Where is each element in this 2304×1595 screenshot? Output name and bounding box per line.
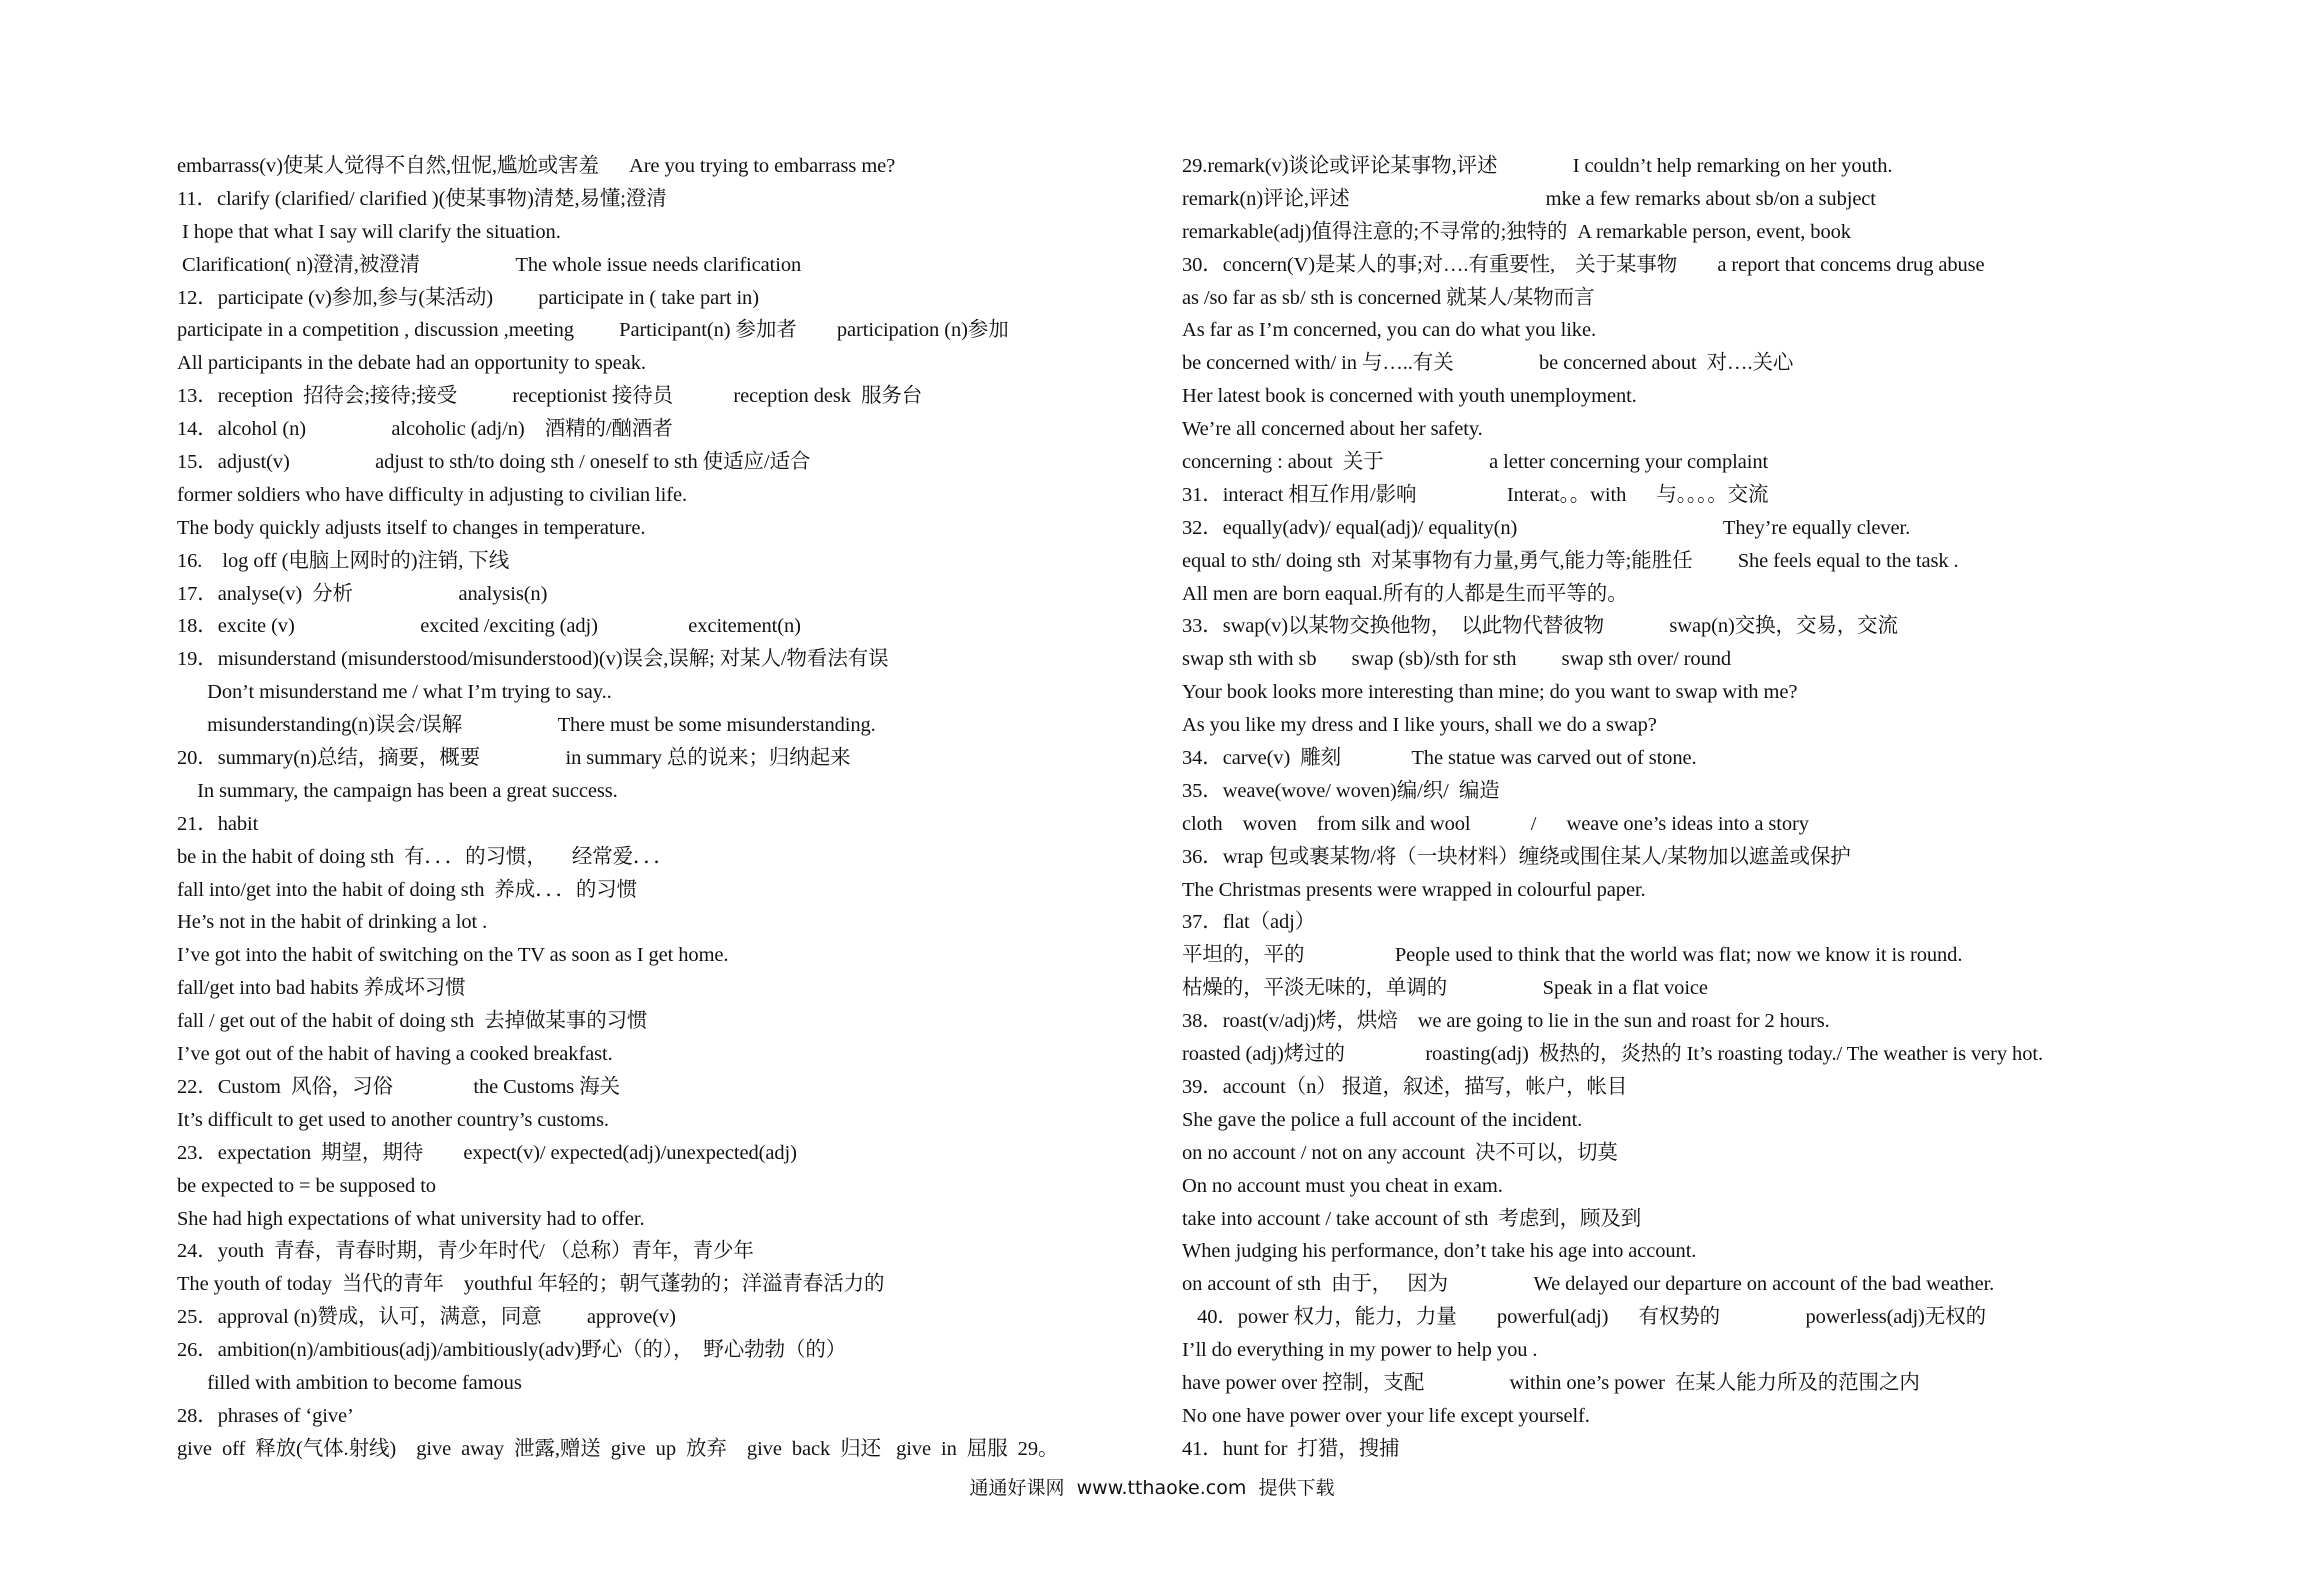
left-column-line: participate in a competition , discussion ,meeting Participant(n) 参加者 participation (n)参加 xyxy=(177,319,1009,342)
left-column-line: give off 释放(气体.射线) give away 泄露,赠送 give up 放弃 give back 归还 give in 屈服 29。 xyxy=(177,1437,1059,1460)
left-column-line: 12．participate (v)参加,参与(某活动) participate in ( take part in) xyxy=(177,286,759,309)
left-column-line: fall/get into bad habits 养成坏习惯 xyxy=(177,977,466,1000)
right-column-line: remarkable(adj)值得注意的;不寻常的;独特的 A remarkable person, event, book xyxy=(1182,220,1851,243)
left-column-line: I’ve got out of the habit of having a cooked breakfast. xyxy=(177,1043,613,1066)
right-column-line: 39．account（n） 报道，叙述，描写，帐户，帐目 xyxy=(1182,1075,1628,1098)
left-column-line: 22．Custom 风俗，习俗 the Customs 海关 xyxy=(177,1075,621,1098)
left-column-line: 13．reception 招待会;接待;接受 receptionist 接待员 reception desk 服务台 xyxy=(177,385,923,408)
left-column-line: 19．misunderstand (misunderstood/misunderstood)(v)误会,误解; 对某人/物看法有误 xyxy=(177,648,889,671)
left-column-line: In summary, the campaign has been a great success. xyxy=(177,779,618,802)
left-column-line: I hope that what I say will clarify the situation. xyxy=(177,220,561,243)
left-column-line: embarrass(v)使某人觉得不自然,忸怩,尴尬或害羞 Are you trying to embarrass me? xyxy=(177,155,896,177)
left-column-line: 23．expectation 期望，期待 expect(v)/ expected(adj)/unexpected(adj) xyxy=(177,1141,797,1164)
left-column-line: 20．summary(n)总结，摘要，概要 in summary 总的说来；归纳起来 xyxy=(177,747,851,770)
right-column-line: be concerned with/ in 与…..有关 be concerned about 对….关心 xyxy=(1182,352,1794,375)
left-column-line: 28．phrases of ‘give’ xyxy=(177,1404,354,1427)
right-column-line: 34．carve(v) 雕刻 The statue was carved out of stone. xyxy=(1182,747,1697,770)
right-column-line: 平坦的，平的 People used to think that the world was flat; now we know it is round. xyxy=(1182,944,1963,967)
right-column-line: 35．weave(wove/ woven)编/织/ 编造 xyxy=(1182,779,1500,802)
right-column-line: as /so far as sb/ sth is concerned 就某人/某物而言 xyxy=(1182,286,1595,309)
left-column-line: filled with ambition to become famous xyxy=(177,1371,522,1394)
left-column-line: fall into/get into the habit of doing sth 养成．．．的习惯 xyxy=(177,878,638,901)
right-column-line: As far as I’m concerned, you can do what you like. xyxy=(1182,319,1596,342)
right-column-line: have power over 控制，支配 within one’s power 在某人能力所及的范围之内 xyxy=(1182,1371,1920,1394)
right-column-line: 41．hunt for 打猎，搜捕 xyxy=(1182,1437,1400,1460)
right-column-line: Her latest book is concerned with youth unemployment. xyxy=(1182,385,1637,408)
right-column-line: 枯燥的，平淡无味的，单调的 Speak in a flat voice xyxy=(1182,977,1708,1000)
left-column-line: He’s not in the habit of drinking a lot . xyxy=(177,911,488,934)
left-column-line: I’ve got into the habit of switching on the TV as soon as I get home. xyxy=(177,944,729,967)
left-column-line: 15．adjust(v) adjust to sth/to doing sth / oneself to sth 使适应/适合 xyxy=(177,451,811,474)
right-column-line: on no account / not on any account 决不可以，切莫 xyxy=(1182,1141,1618,1164)
left-column-line: 17．analyse(v) 分析 analysis(n) xyxy=(177,582,548,605)
right-column-line: We’re all concerned about her safety. xyxy=(1182,418,1483,441)
right-column-line: 38．roast(v/adj)烤，烘焙 we are going to lie in the sun and roast for 2 hours. xyxy=(1182,1010,1830,1033)
right-column-line: concerning : about 关于 a letter concerning your complaint xyxy=(1182,451,1769,474)
left-column-line: She had high expectations of what university had to offer. xyxy=(177,1207,645,1230)
left-column-line: 25．approval (n)赞成，认可，满意，同意 approve(v) xyxy=(177,1306,676,1329)
left-column-line: 11．clarify (clarified/ clarified )(使某事物)清楚,易懂;澄清 xyxy=(177,187,667,210)
right-column-line: 29.remark(v)谈论或评论某事物,评述 I couldn’t help remarking on her youth. xyxy=(1182,155,1893,177)
right-column-line: remark(n)评论,评述 mke a few remarks about sb/on a subject xyxy=(1182,187,1876,210)
right-column-line: The Christmas presents were wrapped in colourful paper. xyxy=(1182,878,1646,901)
right-column-line: cloth woven from silk and wool / weave one’s ideas into a story xyxy=(1182,812,1809,835)
right-column-line: On no account must you cheat in exam. xyxy=(1182,1174,1503,1197)
left-column-line: former soldiers who have difficulty in adjusting to civilian life. xyxy=(177,483,687,506)
left-column-line: The youth of today 当代的青年 youthful 年轻的；朝气蓬勃的；洋溢青春活力的 xyxy=(177,1273,885,1296)
right-column-line: 30．concern(V)是某人的事;对….有重要性, 关于某事物 a report that concems drug abuse xyxy=(1182,253,1985,276)
right-column-line: 31．interact 相互作用/影响 Interat。。with 与。。。。交流 xyxy=(1182,483,1769,506)
left-column-line: All participants in the debate had an opportunity to speak. xyxy=(177,352,646,375)
right-column-line: on account of sth 由于， 因为 We delayed our departure on account of the bad weather. xyxy=(1182,1273,1995,1296)
right-column-line: roasted (adj)烤过的 roasting(adj) 极热的，炎热的 It’s roasting today./ The weather is very hot. xyxy=(1182,1043,2043,1066)
right-column xyxy=(1182,150,2292,1466)
right-column-line: 36．wrap 包或裹某物/将（一块材料）缠绕或围住某人/某物加以遮盖或保护 xyxy=(1182,845,1851,868)
left-column-line: The body quickly adjusts itself to changes in temperature. xyxy=(177,516,646,539)
left-column-line: 21．habit xyxy=(177,812,259,835)
left-column-line: 14．alcohol (n) alcoholic (adj/n) 酒精的/酗酒者 xyxy=(177,418,673,441)
right-column-line: I’ll do everything in my power to help you . xyxy=(1182,1339,1538,1362)
right-column-line: All men are born eaqual.所有的人都是生而平等的。 xyxy=(1182,582,1628,605)
left-column-line: 16. log off (电脑上网时的)注销, 下线 xyxy=(177,549,510,572)
right-column-line: No one have power over your life except yourself. xyxy=(1182,1404,1590,1427)
left-column-line: misunderstanding(n)误会/误解 There must be some misunderstanding. xyxy=(177,714,876,737)
right-column-line: 37．flat（adj） xyxy=(1182,911,1316,934)
right-column-line: Your book looks more interesting than mine; do you want to swap with me? xyxy=(1182,681,1798,704)
page-footer: 通通好课网 www.tthaoke.com 提供下载 xyxy=(969,1477,1335,1499)
left-column-line: Don’t misunderstand me / what I’m trying to say.. xyxy=(177,681,612,704)
right-column-line: 33．swap(v)以某物交换他物， 以此物代替彼物 swap(n)交换，交易，交流 xyxy=(1182,615,1898,638)
left-column-line: It’s difficult to get used to another country’s customs. xyxy=(177,1108,609,1131)
left-column-line: fall / get out of the habit of doing sth 去掉做某事的习惯 xyxy=(177,1010,648,1033)
right-column-line: As you like my dress and I like yours, shall we do a swap? xyxy=(1182,714,1657,737)
left-column-line: be in the habit of doing sth 有．．．的习惯， 经常爱．．． xyxy=(177,845,674,868)
left-column-line: 26．ambition(n)/ambitious(adj)/ambitiously(adv)野心（的）， 野心勃勃（的） xyxy=(177,1339,847,1362)
left-column-line: be expected to = be supposed to xyxy=(177,1174,436,1197)
right-column-line: equal to sth/ doing sth 对某事物有力量,勇气,能力等;能胜任 She feels equal to the task . xyxy=(1182,549,1959,572)
right-column-line: take into account / take account of sth 考虑到，顾及到 xyxy=(1182,1207,1642,1230)
right-column-line: She gave the police a full account of the incident. xyxy=(1182,1108,1583,1131)
right-column-line: 32．equally(adv)/ equal(adj)/ equality(n) They’re equally clever. xyxy=(1182,516,1911,539)
right-column-line: swap sth with sb swap (sb)/sth for sth swap sth over/ round xyxy=(1182,648,1732,671)
right-column-line: 40．power 权力，能力，力量 powerful(adj) 有权势的 powerless(adj)无权的 xyxy=(1182,1306,1986,1329)
left-column-line: Clarification( n)澄清,被澄清 The whole issue needs clarification xyxy=(177,253,802,276)
left-column-line: 24．youth 青春，青春时期，青少年时代/ （总称）青年，青少年 xyxy=(177,1240,754,1263)
left-column-line: 18．excite (v) excited /exciting (adj) excitement(n) xyxy=(177,615,801,638)
left-column xyxy=(177,150,1177,1466)
right-column-line: When judging his performance, don’t take his age into account. xyxy=(1182,1240,1697,1263)
